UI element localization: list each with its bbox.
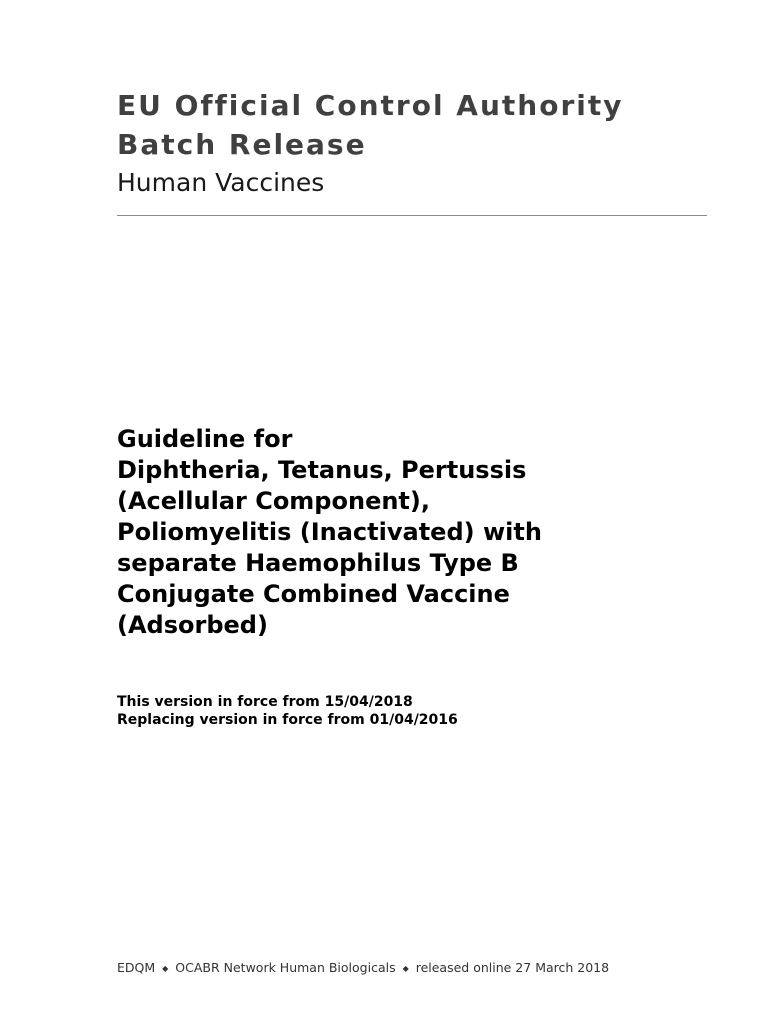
header-divider [117,215,707,216]
document-footer [117,960,717,975]
authority-title-line-1: EU Official Control Authority [117,89,624,122]
guideline-title-line: (Acellular Component), [117,487,430,515]
version-info [117,693,677,729]
authority-title [117,86,707,164]
guideline-title-line: separate Haemophilus Type B [117,549,519,577]
document-subtitle: Human Vaccines [117,168,325,197]
guideline-title-line: (Adsorbed) [117,611,268,639]
document-header [117,86,707,200]
guideline-title-line: Diphtheria, Tetanus, Pertussis [117,456,527,484]
diamond-icon: ◆ [162,964,169,973]
guideline-title [117,424,677,641]
guideline-title-line: Guideline for [117,425,293,453]
guideline-title-line: Poliomyelitis (Inactivated) with [117,518,542,546]
authority-title-line-2: Batch Release [117,128,367,161]
version-in-force: This version in force from 15/04/2018 [117,694,413,710]
footer-network: OCABR Network Human Biologicals [175,960,396,975]
footer-org: EDQM [117,960,156,975]
version-replacing: Replacing version in force from 01/04/2016 [117,712,458,728]
footer-release-date: released online 27 March 2018 [415,960,610,975]
diamond-icon: ◆ [402,964,409,973]
guideline-title-line: Conjugate Combined Vaccine [117,580,510,608]
guideline-block [117,424,677,641]
